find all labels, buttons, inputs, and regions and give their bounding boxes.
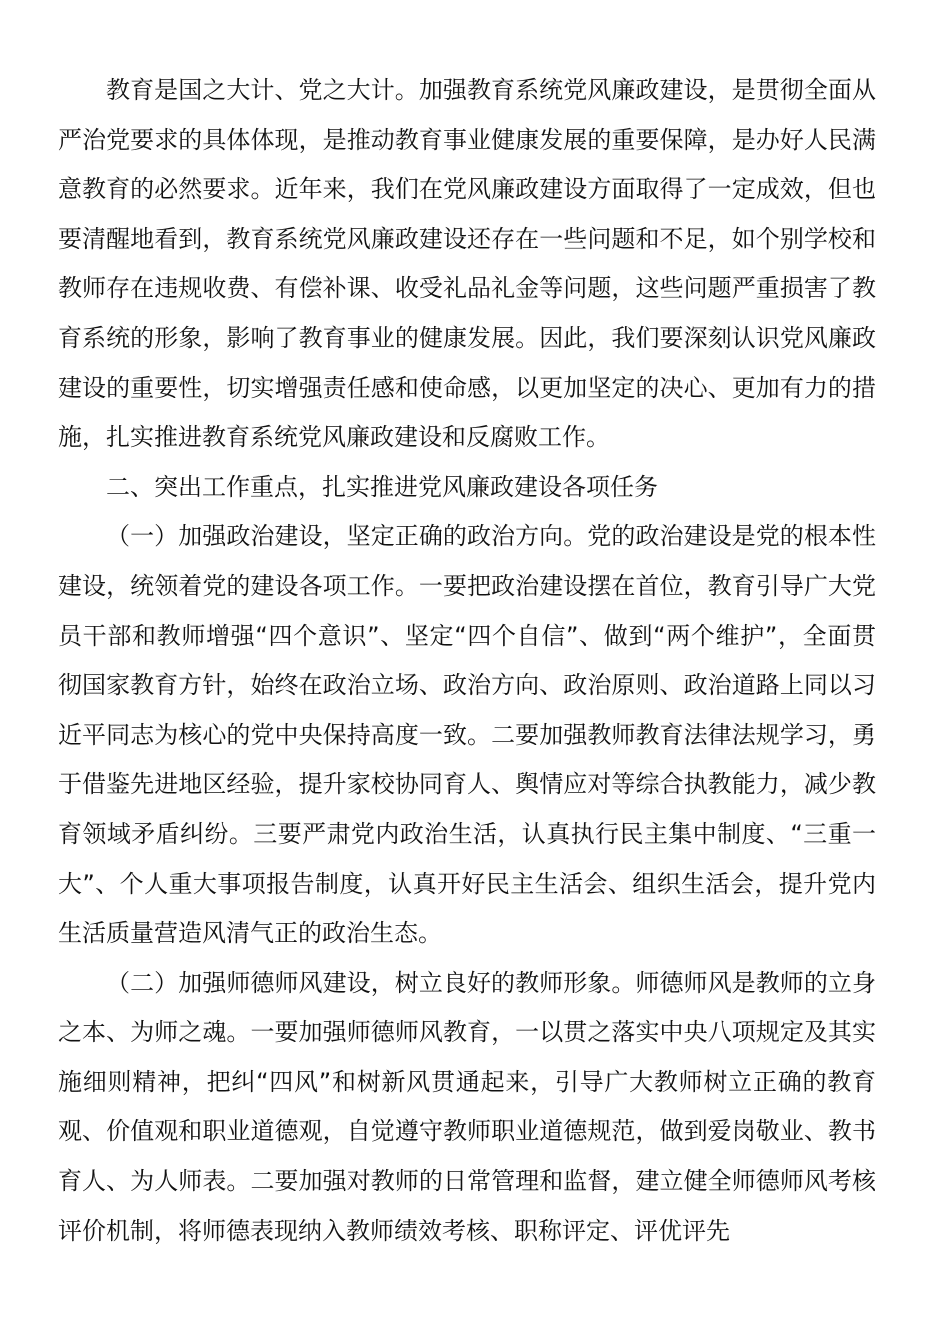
paragraph-political-construction: （一）加强政治建设，坚定正确的政治方向。党的政治建设是党的根本性建设，统领着党的建设各项工作。一要把政治建设摆在首位，教育引导广大党员干部和教师增强“四个意识”、坚定“四个自信”、做到“两个维护”，全面贯彻国家教育方针，始终在政治立场、政治方向、政治原则、政治道路上同以习近平同志为核心的党中央保持高度一致。二要加强教师教育法律法规学习，勇于借鉴先进地区经验，提升家校协同育人、舆情应对等综合执教能力，减少教育领域矛盾纠纷。三要严肃党内政治生活，认真执行民主集中制度、“三重一大”、个人重大事项报告制度，认真开好民主生活会、组织生活会，提升党内生活质量营造风清气正的政治生态。 [58, 522, 876, 948]
section-heading: 二、突出工作重点，扎实推进党风廉政建设各项任务 [106, 472, 658, 501]
paragraph-teacher-ethics: （二）加强师德师风建设，树立良好的教师形象。师德师风是教师的立身之本、为师之魂。一要加强师德师风教育，一以贯之落实中央八项规定及其实施细则精神，把纠“四风”和树新风贯通起来，引导广大教师树立正确的教育观、价值观和职业道德观，自觉遵守教师职业道德规范，做到爱岗敬业、教书育人、为人师表。二要加强对教师的日常管理和监督，建立健全师德师风考核评价机制，将师德表现纳入教师绩效考核、职称评定、评优评先 [58, 968, 876, 1245]
paragraph-intro: 教育是国之大计、党之大计。加强教育系统党风廉政建设，是贯彻全面从严治党要求的具体体现，是推动教育事业健康发展的重要保障，是办好人民满意教育的必然要求。近年来，我们在党风廉政建设方面取得了一定成效，但也要清醒地看到，教育系统党风廉政建设还存在一些问题和不足，如个别学校和教师存在违规收费、有偿补课、收受礼品礼金等问题，这些问题严重损害了教育系统的形象，影响了教育事业的健康发展。因此，我们要深刻认识党风廉政建设的重要性，切实增强责任感和使命感，以更加坚定的决心、更加有力的措施，扎实推进教育系统党风廉政建设和反腐败工作。 [58, 76, 876, 452]
document-body [58, 66, 876, 1256]
